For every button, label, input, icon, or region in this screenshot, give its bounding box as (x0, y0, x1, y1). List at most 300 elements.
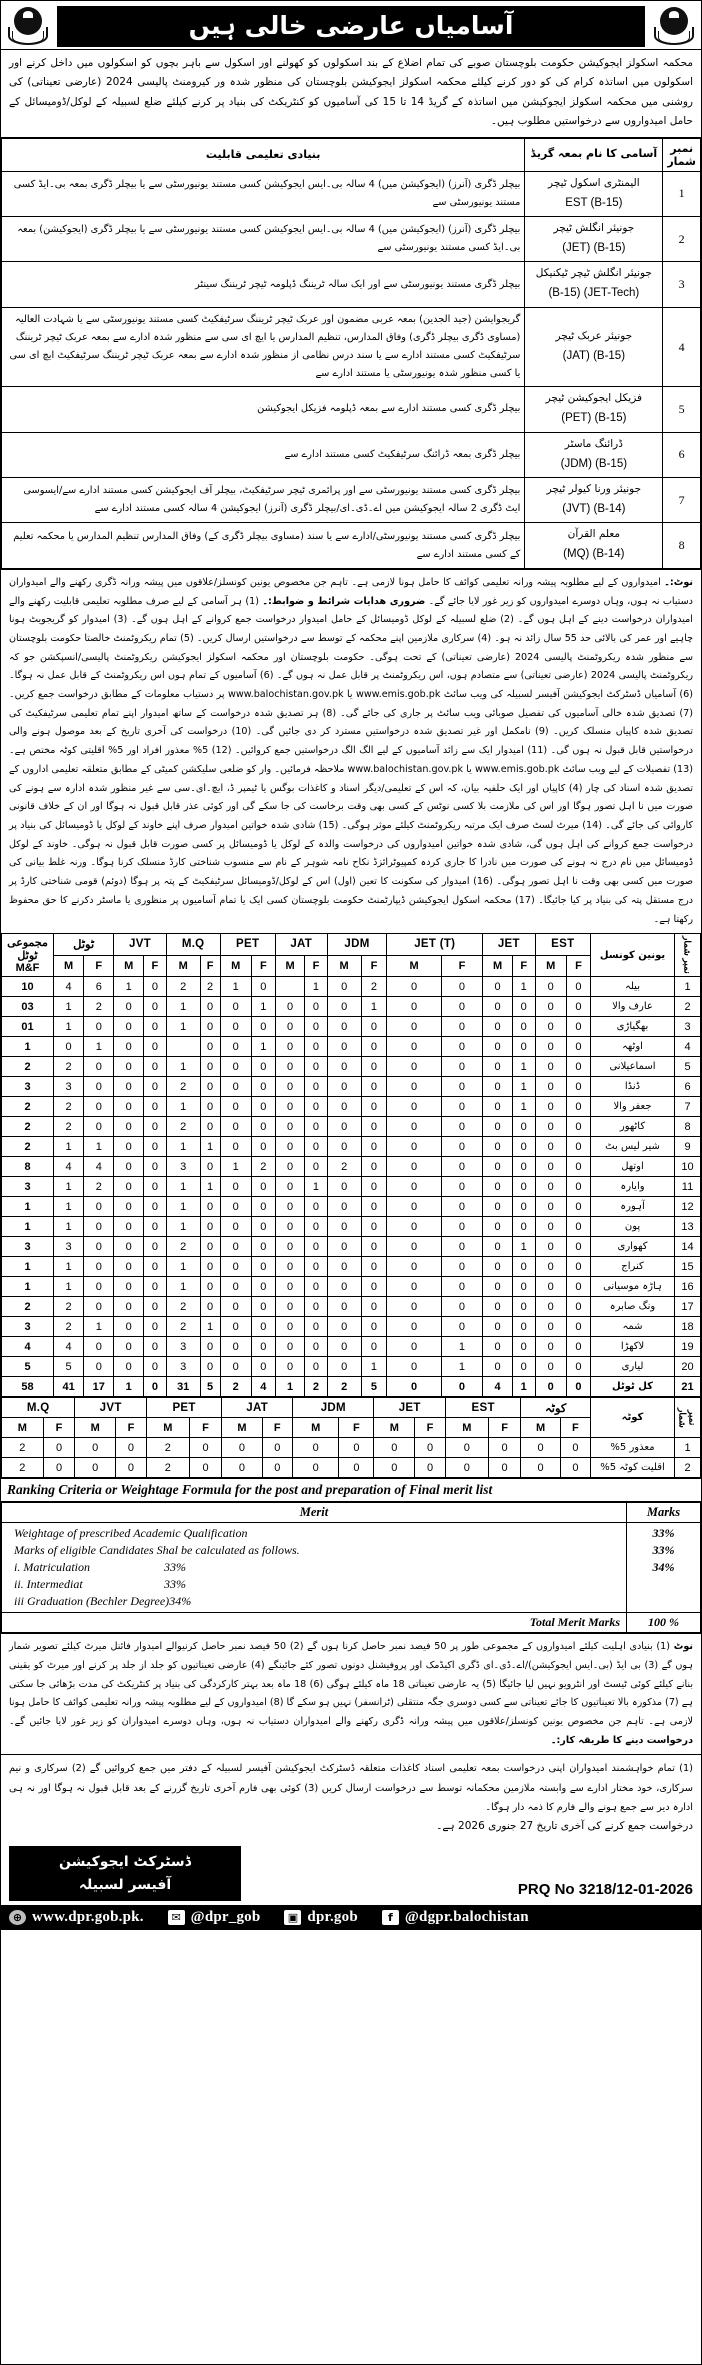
cell-jet-f: 1 (512, 1377, 535, 1397)
post-serial: 6 (663, 432, 701, 477)
cell-jet-m: 0 (483, 1197, 513, 1217)
social-handle[interactable]: dpr.gob (307, 1908, 358, 1925)
cell-jdm-m: 0 (327, 1117, 361, 1137)
merit-marks-value: 33% (652, 1543, 675, 1558)
header-jet: JET (483, 934, 535, 956)
cell-mq-f: 0 (200, 1157, 220, 1177)
row-uc: ہاڑہ موسیانی (591, 1277, 675, 1297)
cell-jet-f: 0 (512, 1137, 535, 1157)
cell-jvt-m: 0 (114, 1297, 144, 1317)
cell-mq-m (166, 1037, 200, 1057)
header-jett-m: M (387, 955, 441, 977)
header-jet-f: F (488, 1418, 521, 1438)
social-handle[interactable]: @dpr_gob (190, 1908, 261, 1925)
cell-jdm-f: 0 (361, 1017, 387, 1037)
cell-est-m: 0 (535, 1337, 566, 1357)
cell-total-m: 1 (54, 1017, 84, 1037)
row-serial: 21 (675, 1377, 701, 1397)
post-grade-code: (JET) (B-15) (562, 241, 626, 254)
cell-pet-f: 0 (251, 1177, 275, 1197)
post-row (2, 262, 701, 307)
merit-header-row (2, 1503, 701, 1523)
cell-jat-m (275, 977, 304, 997)
merit-line-percent: 33% (164, 1577, 186, 1592)
cell-mq-f: 0 (200, 1217, 220, 1237)
cell-jat-m: 0 (275, 1097, 304, 1117)
rules-label: ضروری ھدایات شرائط و ضوابط:۔ (262, 595, 426, 607)
cell-est-m: 0 (535, 977, 566, 997)
cell-jett-m: 0 (387, 1317, 441, 1337)
cell-est-f: 0 (566, 1177, 590, 1197)
merit-total-row (2, 1613, 701, 1633)
cell-jvt-f: 0 (144, 1117, 167, 1137)
cell-jvt-f: 0 (144, 1197, 167, 1217)
quota-vacancy-table (1, 1397, 701, 1478)
social-handle[interactable]: @dgpr.balochistan (404, 1908, 529, 1925)
cell-jvt-f: 0 (144, 1377, 167, 1397)
cell-jet-f: 0 (512, 1157, 535, 1177)
cell-jett-m: 0 (387, 1177, 441, 1197)
cell-jet-m: 0 (445, 1458, 488, 1478)
cell-jat-f: 0 (305, 1217, 327, 1237)
cell-jat-m: 0 (275, 1357, 304, 1377)
header-grand-total: مجموعی ٹوٹل M&F (2, 934, 54, 977)
cell-jat-f: 0 (305, 1197, 327, 1217)
row-uc: اوتھل (591, 1157, 675, 1177)
cell-jdm-f: 0 (361, 1137, 387, 1157)
note-label: نوٹ:۔ (664, 576, 693, 588)
row-uc: اسماعیلانی (591, 1057, 675, 1077)
social-media-bar (1, 1905, 701, 1930)
row-serial: 10 (675, 1157, 701, 1177)
header-est-m: M (521, 1418, 560, 1438)
cell-jat-f: 0 (305, 1357, 327, 1377)
cell-jvt-f: 0 (144, 1177, 167, 1197)
cell-pet-m: 0 (220, 1177, 251, 1197)
grid-data-row (2, 1257, 701, 1277)
cell-jet-m: 0 (483, 1357, 513, 1377)
cell-mq-f: 0 (200, 1077, 220, 1097)
grid-data-row (2, 1077, 701, 1097)
cell-jet-m: 0 (483, 1257, 513, 1277)
header-jat: JDM (293, 1398, 374, 1418)
post-serial: 3 (663, 262, 701, 307)
post-grade-code: (MQ) (B-14) (563, 548, 625, 561)
post-name-cell (525, 432, 663, 477)
cell-pet-m: 0 (220, 1137, 251, 1157)
cell-est-m: 0 (535, 1237, 566, 1257)
cell-jet-m: 0 (483, 977, 513, 997)
cell-total-f: 0 (84, 1057, 114, 1077)
grid-group-header-row (2, 1398, 701, 1418)
cell-jat-m: 0 (275, 1117, 304, 1137)
cell-pet-m: 0 (220, 997, 251, 1017)
cell-pet-m: 0 (220, 1017, 251, 1037)
cell-jdm-m: 0 (327, 1217, 361, 1237)
cell-jvt-m: 1 (114, 1377, 144, 1397)
cell-pet-f: 0 (251, 1137, 275, 1157)
cell-est-m: 0 (535, 997, 566, 1017)
cell-total-f: 1 (84, 1137, 114, 1157)
grid-data-row (2, 1197, 701, 1217)
cell-jdm-m: 2 (327, 1157, 361, 1177)
cell-jdm-f: 0 (361, 1337, 387, 1357)
cell-total-m: 0 (54, 1037, 84, 1057)
cell-mq-m: 3 (166, 1157, 200, 1177)
header-jvt: JVT (114, 934, 166, 956)
cell-jvt-f: 0 (144, 1337, 167, 1357)
grid-data-row (2, 1177, 701, 1197)
cell-jett-m: 0 (387, 1157, 441, 1177)
row-uc: عارف والا (591, 997, 675, 1017)
cell-est-f: 0 (566, 1057, 590, 1077)
header-est: کوٹہ (521, 1398, 591, 1418)
cell-jdm-m: 0 (327, 1077, 361, 1097)
cell-jet-m: 0 (483, 1317, 513, 1337)
merit-content-row (2, 1523, 701, 1613)
cell-pet-m: 0 (220, 1357, 251, 1377)
cell-est-m: 0 (535, 1037, 566, 1057)
cell-jet-m: 0 (483, 1237, 513, 1257)
cell-est-m: 0 (535, 1177, 566, 1197)
post-qualification: بیچلر ڈگری (آنرز) (ایجوکیشن میں) 4 سالہ بی۔ایس ایجوکیشن کسی مستند یونیورسٹی سے یا بیچلر ڈگری (ایجوکیشن) بمعہ بی۔ایڈ کسی مستند یونیورسٹی سے (2, 217, 525, 262)
cell-pet-m: 0 (220, 1237, 251, 1257)
row-grand-total: 2 (2, 1057, 54, 1077)
cell-est-m: 0 (535, 1077, 566, 1097)
row-grand-total: 1 (2, 1037, 54, 1057)
row-serial: 17 (675, 1297, 701, 1317)
cell-est-f: 0 (566, 1157, 590, 1177)
grid-data-row (2, 1017, 701, 1037)
merit-line (8, 1559, 620, 1576)
cell-jat-f: 0 (339, 1458, 374, 1478)
cell-jdm-f: 0 (361, 1317, 387, 1337)
cell-pet-f: 2 (251, 1157, 275, 1177)
issuing-authority-stamp (9, 1846, 241, 1901)
cell-mq-m: 1 (166, 1217, 200, 1237)
cell-jvt-f: 0 (189, 1458, 222, 1478)
cell-jett-f: 0 (441, 1097, 482, 1117)
cell-pet-f: 0 (262, 1438, 293, 1458)
cell-mq-f: 0 (200, 1357, 220, 1377)
cell-est-f: 0 (566, 1197, 590, 1217)
cell-est-f: 0 (566, 1277, 590, 1297)
cell-pet-f: 0 (251, 1117, 275, 1137)
cell-jet-f: 0 (488, 1438, 521, 1458)
post-qualification: بیچلر ڈگری کسی مستند یونیورسٹی/ادارے سے یا سند (مساوی بیچلر ڈگری کے) وفاق المدارس تنظیم المدارس یا محکمہ تعلیم کے کسی مستند ادارے سے (2, 523, 525, 568)
row-serial: 2 (675, 997, 701, 1017)
cell-jvt-f: 0 (144, 997, 167, 1017)
row-uc: شیر لیس بٹ (591, 1137, 675, 1157)
cell-jvt-f: 0 (144, 1297, 167, 1317)
post-name-cell (525, 217, 663, 262)
header-jdm: JDM (327, 934, 387, 956)
post-title: فزیکل ایجوکیشن ٹیچر (545, 392, 643, 405)
cell-mq-m: 1 (166, 1017, 200, 1037)
cell-total-f: 0 (84, 1357, 114, 1377)
cell-pet-m: 1 (220, 1157, 251, 1177)
cell-jvt-m: 0 (114, 1277, 144, 1297)
cell-total-m: 3 (54, 1077, 84, 1097)
cell-jvt-m: 0 (114, 1137, 144, 1157)
cell-jet-m: 0 (483, 1177, 513, 1197)
cell-pet-f: 0 (251, 1357, 275, 1377)
cell-est-m: 0 (535, 1377, 566, 1397)
row-grand-total: 4 (2, 1337, 54, 1357)
cell-jdm-f: 0 (361, 1057, 387, 1077)
header-jdm-f: F (415, 1418, 446, 1438)
signature-row (9, 1846, 693, 1901)
cell-jdm-f: 1 (361, 1357, 387, 1377)
cell-mq-f: 0 (200, 1337, 220, 1357)
cell-jet-m: 0 (445, 1438, 488, 1458)
cell-mq-f: 0 (200, 1297, 220, 1317)
cell-mq-m: 2 (166, 1297, 200, 1317)
cell-jat-f: 0 (305, 997, 327, 1017)
grid-data-row (2, 1317, 701, 1337)
post-serial: 1 (663, 171, 701, 216)
cell-jvt-m: 2 (146, 1438, 189, 1458)
cell-jvt-m: 0 (114, 1257, 144, 1277)
cell-jat-m: 0 (275, 1337, 304, 1357)
row-grand-total: 03 (2, 997, 54, 1017)
cell-jat-f: 0 (305, 1017, 327, 1037)
total-merit-marks: 100 % (627, 1613, 701, 1633)
merit-line-text: Marks of eligible Candidates Shal be calculated as follows. (14, 1543, 300, 1558)
header-jvt-f: F (189, 1418, 222, 1438)
post-row (2, 171, 701, 216)
cell-est-f: 0 (566, 1297, 590, 1317)
header-serial: نمبر شمار (675, 1398, 701, 1438)
cell-jett-f: 0 (441, 1017, 482, 1037)
row-uc: کھواری (591, 1237, 675, 1257)
instagram-icon: ▣ (284, 1910, 301, 1925)
merit-criteria-table (1, 1502, 701, 1633)
cell-est-f: 0 (566, 997, 590, 1017)
cell-mq-f: 0 (200, 1017, 220, 1037)
posts-qualification-table (1, 138, 701, 569)
cell-jvt-m: 0 (114, 1237, 144, 1257)
header-post-name: آسامی کا نام بمعہ گریڈ (525, 138, 663, 171)
cell-jett-f: 0 (441, 1157, 482, 1177)
cell-total-m: 1 (54, 1257, 84, 1277)
cell-jvt-m: 0 (114, 1197, 144, 1217)
row-grand-total: 1 (2, 1197, 54, 1217)
twitter-icon: ✉ (168, 1910, 185, 1925)
row-uc: جعفر والا (591, 1097, 675, 1117)
row-serial: 7 (675, 1097, 701, 1117)
post-title: جونیئر عربک ٹیچر (555, 329, 633, 342)
cell-jvt-m: 0 (114, 1077, 144, 1097)
cell-mq-m: 2 (166, 1117, 200, 1137)
cell-total-f: 0 (84, 1237, 114, 1257)
header-pet: PET (220, 934, 275, 956)
cell-pet-m: 0 (220, 1337, 251, 1357)
cell-pet-f: 1 (251, 1037, 275, 1057)
row-grand-total: 5 (2, 1357, 54, 1377)
cell-est-m: 0 (535, 1117, 566, 1137)
cell-jdm-m: 0 (327, 1257, 361, 1277)
row-uc: وایارہ (591, 1177, 675, 1197)
cell-jet-f: 0 (512, 1337, 535, 1357)
cell-jet-m: 0 (483, 1277, 513, 1297)
cell-jett-f: 0 (441, 1277, 482, 1297)
cell-mq-f: 0 (116, 1458, 147, 1478)
post-title: جونیئر انگلش ٹیچر (553, 222, 635, 235)
post-name-cell (525, 478, 663, 523)
cell-jett-m: 0 (387, 1037, 441, 1057)
header-jvt: PET (146, 1398, 221, 1418)
cell-total-m: 2 (54, 1057, 84, 1077)
cell-jet-f: 0 (512, 1177, 535, 1197)
cell-jvt-m: 0 (114, 1017, 144, 1037)
cell-jvt-m: 0 (114, 1317, 144, 1337)
cell-jett-m: 0 (387, 1097, 441, 1117)
cell-jvt-f: 0 (144, 977, 167, 997)
cell-pet-m: 0 (220, 1197, 251, 1217)
cell-pet-m: 1 (220, 977, 251, 997)
cell-jdm-f: 0 (361, 1237, 387, 1257)
post-title: الیمنٹری اسکول ٹیچر (548, 176, 640, 189)
cell-mq-m: 3 (166, 1357, 200, 1377)
cell-jet-m: 0 (483, 1217, 513, 1237)
cell-mq-m: 0 (75, 1458, 116, 1478)
row-serial: 19 (675, 1337, 701, 1357)
cell-mq-m: 1 (166, 1277, 200, 1297)
header-qualification: بنیادی تعلیمی قابلیت (2, 138, 525, 171)
cell-pet-f: 0 (251, 1317, 275, 1337)
cell-jvt-f: 0 (144, 1017, 167, 1037)
cell-est-f: 0 (566, 1117, 590, 1137)
cell-jdm-f: 0 (361, 1037, 387, 1057)
cell-jat-m: 0 (275, 1197, 304, 1217)
cell-total-f: 0 (84, 1277, 114, 1297)
cell-pet-m: 0 (220, 1097, 251, 1117)
cell-jet-m: 0 (483, 1297, 513, 1317)
cell-jdm-f: 0 (361, 1197, 387, 1217)
cell-jat-m: 0 (275, 1157, 304, 1177)
header-total: M.Q (2, 1398, 75, 1418)
cell-jett-f: 0 (441, 977, 482, 997)
cell-jvt-f: 0 (189, 1438, 222, 1458)
cell-total-m: 5 (54, 1357, 84, 1377)
cell-jet-f: 0 (512, 1277, 535, 1297)
post-title: جونیئر انگلش ٹیچر ٹیکنیکل (535, 267, 652, 280)
cell-jvt-m: 0 (114, 1337, 144, 1357)
cell-jdm-m: 0 (374, 1458, 415, 1478)
cell-total-f: 1 (84, 1037, 114, 1057)
cell-jdm-m: 0 (327, 997, 361, 1017)
cell-jet-f: 1 (512, 977, 535, 997)
post-qualification: بیچلر ڈگری (آنرز) (ایجوکیشن میں) 4 سالہ بی۔ایس ایجوکیشن کسی مستند یونیورسٹی سے یا بیچلر ڈگری بمعہ بی۔ایڈ کسی مستند یونیورسٹی سے (2, 171, 525, 216)
grid-data-row (2, 1097, 701, 1117)
cell-jett-f: 0 (441, 1217, 482, 1237)
post-qualification: گریجوایشن (جید الجدین) بمعہ عربی مضمون اور عربک ٹیچر ٹریننگ سرٹیفکیٹ کسی مستند یونیورسٹی سے یا شہادت العالیہ (مساوی ڈگری بیچلر ڈگری) وفاق المدارس، تنظیم المدارس یا ایچ ای سی سے منظور شدہ ادارے سے بمعہ عربک ٹیچر ٹریننگ سرٹیفکیٹ کسی مستند ادارے سے یا سند درس نظامی از منظور شدہ ادارے سے بمعہ عربک ٹیچر ٹریننگ سرٹیفکیٹ ایچ ای سی یا کسی منظور شدہ یونیورسٹی یا مستند ادارے سے (2, 307, 525, 386)
cell-jvt-f: 0 (144, 1237, 167, 1257)
cell-jdm-m: 0 (327, 1097, 361, 1117)
merit-line (8, 1593, 620, 1610)
cell-mq-f: 1 (200, 1317, 220, 1337)
cell-total-m: 41 (54, 1377, 84, 1397)
row-grand-total: 1 (2, 1257, 54, 1277)
cell-jet-f: 1 (512, 1097, 535, 1117)
cell-jat-f: 1 (305, 977, 327, 997)
cell-pet-m: 0 (220, 1057, 251, 1077)
row-grand-total: 3 (2, 1177, 54, 1197)
footer-section (1, 1754, 701, 1900)
cell-est-m: 0 (535, 1317, 566, 1337)
cell-jett-m: 0 (387, 1197, 441, 1217)
cell-jat-m: 0 (275, 1237, 304, 1257)
row-serial: 6 (675, 1077, 701, 1097)
cell-jet-f: 0 (512, 1037, 535, 1057)
grid-data-row (2, 1357, 701, 1377)
cell-est-m: 0 (535, 1277, 566, 1297)
cell-jet-f: 0 (488, 1458, 521, 1478)
cell-jet-f: 0 (512, 1257, 535, 1277)
cell-mq-m: 1 (166, 1097, 200, 1117)
prq-number: PRQ No 3218/12-01-2026 (517, 1880, 693, 1898)
cell-jvt-f: 0 (144, 1077, 167, 1097)
cell-total-m: 2 (2, 1458, 44, 1478)
post-row (2, 478, 701, 523)
cell-jet-m: 0 (483, 1017, 513, 1037)
cell-jet-f: 0 (512, 1017, 535, 1037)
header-jvt-f: F (144, 955, 167, 977)
cell-jdm-m: 0 (327, 1297, 361, 1317)
cell-jett-m: 0 (387, 1017, 441, 1037)
note-body: امیدواروں کے لیے مطلوبہ پیشہ ورانہ تعلیمی کوائف کا حامل ہونا لازمی ہے۔ تاہم جن مخصوص یونین کونسلز/علاقوں میں پیشہ ورانہ ڈگری رکھنے والے امیدواران دستیاب نہ ہوں، وہاں دوسرے امیدواروں کو زیر غور لایا جائے گے۔ (9, 576, 693, 607)
cell-total-m: 1 (54, 1217, 84, 1237)
cell-est-m: 0 (535, 1137, 566, 1157)
cell-jdm-m: 0 (327, 1017, 361, 1037)
cell-est-m: 0 (535, 1097, 566, 1117)
header-mq-m: M (75, 1418, 116, 1438)
cell-mq-m: 2 (166, 1237, 200, 1257)
bottom-note-label: نوٹ (673, 1641, 693, 1653)
header-mq-f: F (200, 955, 220, 977)
cell-total-m: 4 (54, 977, 84, 997)
cell-est-f: 0 (566, 977, 590, 997)
cell-mq-f: 0 (200, 1257, 220, 1277)
cell-jvt-f: 0 (144, 1317, 167, 1337)
cell-jdm-m: 0 (327, 1197, 361, 1217)
post-title: ڈرائنگ ماسٹر (564, 437, 623, 450)
cell-total-f: 0 (84, 1257, 114, 1277)
cell-jat-m: 0 (275, 1077, 304, 1097)
cell-mq-f: 0 (200, 1037, 220, 1057)
intro-paragraph: محکمہ اسکولز ایجوکیشن حکومت بلوچستان صوبے کی تمام اضلاع کے بند اسکولوں کو کھولنے اور اسکول سے باہر بچوں کو اسکولوں میں داخل کرنے اور اسکولوں میں اساتذہ کرام کی کو دور کرنے کیلئے محکمہ اسکولز ایجوکیشن بلوچستان کی منظور شدہ ور کیرومنٹ پالیسی 2024 (عارضی تعیناتی) کی روشنی میں محکمہ اسکولز ایجوکیشن میں اساتذہ کے گریڈ 14 تا 15 کی آسامیوں کو کنٹریکٹ کی بنیاد پر کرنے کیلئے ضلع لسبیلہ کے لوکل/ڈومیسائل کے حامل امیدواروں سے درخواستیں مطلوب ہیں۔ (1, 50, 701, 138)
social-handle[interactable]: www.dpr.gob.pk. (32, 1908, 144, 1925)
cell-jat-m: 0 (275, 1257, 304, 1277)
cell-mq-m: 1 (166, 1057, 200, 1077)
cell-jdm-f: 0 (361, 1157, 387, 1177)
cell-jat-m: 0 (275, 1277, 304, 1297)
cell-jet-m: 0 (483, 1137, 513, 1157)
cell-jett-m: 0 (387, 1257, 441, 1277)
header-jet-m: M (483, 955, 513, 977)
header-total-f: F (84, 955, 114, 977)
cell-pet-f: 0 (251, 1237, 275, 1257)
cell-jett-m: 0 (387, 1117, 441, 1137)
post-title: معلم القرآن (567, 528, 621, 541)
row-grand-total: 2 (2, 1297, 54, 1317)
cell-jat-f: 0 (305, 1277, 327, 1297)
cell-mq-f: 0 (200, 1237, 220, 1257)
cell-mq-m: 2 (166, 977, 200, 997)
cell-pet-f: 0 (251, 1337, 275, 1357)
cell-est-f: 0 (566, 1257, 590, 1277)
